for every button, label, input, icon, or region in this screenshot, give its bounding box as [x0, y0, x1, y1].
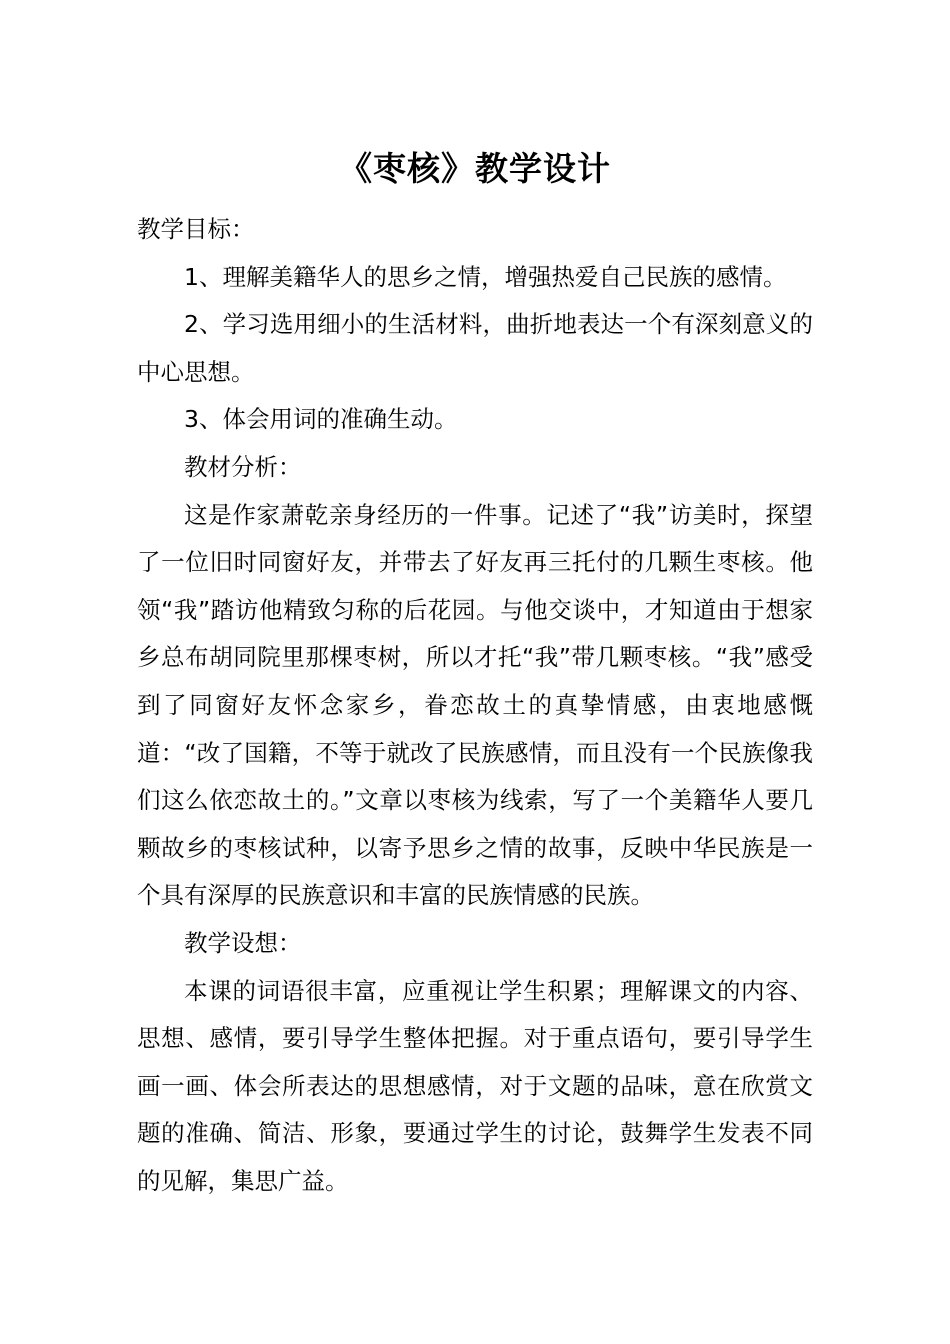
analysis-paragraph: 这是作家萧乾亲身经历的一件事。记述了“我”访美时，探望了一位旧时同窗好友，并带去了好友再三托付的几颗生枣核。他领“我”踏访他精致匀称的后花园。与他交谈中，才知道由于想家乡总布胡同院里那棵枣树，所以才托“我”带几颗枣核。“我”感受到了同窗好友怀念家乡，眷恋故土的真挚情感，由衷地感慨道：“改了国籍，不等于就改了民族感情，而且没有一个民族像我们这么依恋故土的。”文章以枣核为线索，写了一个美籍华人要几颗故乡的枣核试种，以寄予思乡之情的故事，反映中华民族是一个具有深厚的民族意识和丰富的民族情感的民族。	[137, 500, 813, 910]
document-title: 《枣核》教学设计	[339, 149, 611, 188]
section-heading-objectives: 教学目标：	[137, 215, 255, 243]
concept-paragraph: 本课的词语很丰富，应重视让学生积累；理解课文的内容、思想、感情，要引导学生整体把握。对于重点语句，要引导学生画一画、体会所表达的思想感情，对于文题的品味，意在欣赏文题的准确、简洁、形象，要通过学生的讨论，鼓舞学生发表不同的见解，集思广益。	[137, 976, 813, 1195]
objective-item-1: 1、理解美籍华人的思乡之情，增强热爱自己民族的感情。	[184, 262, 787, 291]
document-body	[137, 206, 813, 1205]
objective-item-2: 2、学习选用细小的生活材料，曲折地表达一个有深刻意义的中心思想。	[137, 310, 813, 386]
section-heading-concept: 教学设想：	[184, 928, 302, 957]
objective-item-3: 3、体会用词的准确生动。	[184, 405, 458, 434]
section-heading-analysis: 教材分析：	[184, 452, 302, 481]
